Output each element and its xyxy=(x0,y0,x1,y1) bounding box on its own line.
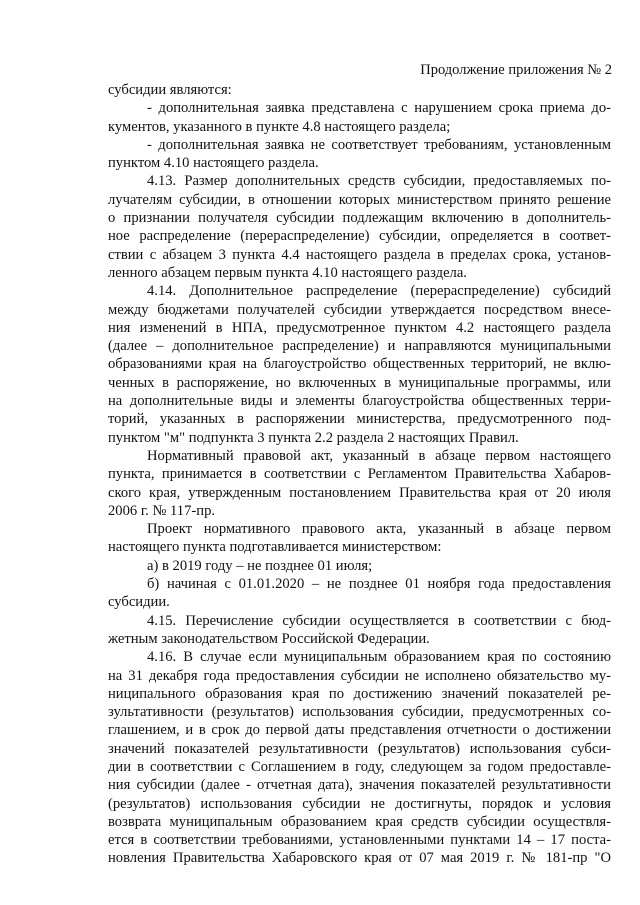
text-line: значений показателей результативности (результатов) использования субси- xyxy=(108,740,611,757)
text-line: ное распределение (перераспределение) субсидии, определяется в соответ- xyxy=(108,228,611,245)
text-line: на дополнительные виды и элементы благоустройства общественных терри- xyxy=(108,393,611,410)
text-line: 4.13. Размер дополнительных средств субсидии, предоставляемых по- xyxy=(147,173,611,190)
text-line: настоящего пункта подготавливается министерством: xyxy=(108,539,442,556)
text-line: 4.16. В случае если муниципальным образованием края по состоянию xyxy=(147,649,611,666)
text-line: ниципального образования края по достижению значений показателей ре- xyxy=(108,685,611,702)
text-line: между бюджетами получателей субсидии утверждается посредством внесе- xyxy=(108,301,611,318)
text-line: 4.14. Дополнительное распределение (перераспределение) субсидий xyxy=(147,283,611,300)
text-line: возврата муниципальным образованием края средств субсидии осуществля- xyxy=(108,813,611,830)
text-line: 4.15. Перечисление субсидии осуществляется в соответствии с бюд- xyxy=(147,612,611,629)
text-line: 2006 г. № 117-пр. xyxy=(108,502,216,519)
text-line: (результатов) использования субсидии не достигнуты, порядок и условия xyxy=(108,795,611,812)
text-line: кументов, указанного в пункте 4.8 настоящего раздела; xyxy=(108,118,451,135)
text-line: торий, указанных в распоряжении министерства, предусмотренного под- xyxy=(108,411,611,428)
text-line: субсидии. xyxy=(108,594,170,611)
text-line: ния субсидии (далее - отчетная дата), значения показателей результативности xyxy=(108,777,611,794)
text-line: ется в соответствии требованиями, установленными пунктами 14 – 17 поста- xyxy=(108,832,611,849)
text-line: ния изменений в НПА, предусмотренное пунктом 4.2 настоящего раздела xyxy=(108,319,611,336)
text-line: субсидии являются: xyxy=(108,82,232,98)
text-line: пункта, принимается в соответствии с Регламентом Правительства Хабаров- xyxy=(108,466,611,483)
text-line: а) в 2019 году – не позднее 01 июля; xyxy=(147,557,373,574)
text-line: - дополнительная заявка представлена с нарушением срока приема до- xyxy=(147,100,611,117)
text-line: глашением, и в срок до первой даты представления отчетности о достижении xyxy=(108,722,611,739)
text-line: Проект нормативного правового акта, указанный в абзаце первом xyxy=(147,521,611,538)
text-line: новления Правительства Хабаровского края от 07 мая 2019 г. № 181-пр "О xyxy=(108,850,611,867)
text-line: - дополнительная заявка не соответствует требованиям, установленным xyxy=(147,136,611,153)
text-line: зультативности (результатов) использования субсидии, предусмотренных со- xyxy=(108,704,611,721)
document-body xyxy=(108,81,611,868)
text-line: лучателям субсидии, в отношении которых министерством принято решение xyxy=(108,191,611,208)
text-line: дии в соответствии с Соглашением в году, следующем за годом предоставле- xyxy=(108,758,611,775)
text-line: на 31 декабря года предоставления субсидии не исполнено обязательство му- xyxy=(108,667,611,684)
appendix-header: Продолжение приложения № 2 xyxy=(420,62,612,78)
text-line: (далее – дополнительное распределение) и направляются муниципальными xyxy=(108,338,611,355)
text-line: ленного абзацем первым пункта 4.10 настоящего раздела. xyxy=(108,264,467,281)
text-line: б) начиная с 01.01.2020 – не позднее 01 ноября года предоставления xyxy=(147,576,611,593)
text-line: пунктом "м" подпункта 3 пункта 2.2 раздела 2 настоящих Правил. xyxy=(108,429,519,446)
text-line: ского края, утвержденным постановлением Правительства края от 20 июля xyxy=(108,484,611,501)
text-line: о признании получателя субсидии подлежащим включению в дополнитель- xyxy=(108,210,611,227)
text-line: ствии с абзацем 3 пункта 4.4 настоящего раздела в пределах срока, установ- xyxy=(108,246,611,263)
text-line: жетным законодательством Российской Федерации. xyxy=(108,630,430,647)
text-line: ченных в распоряжение, но включенных в муниципальные программы, или xyxy=(108,374,611,391)
text-line: образованиями края на благоустройство общественных территорий, не вклю- xyxy=(108,356,611,373)
text-line: Нормативный правовой акт, указанный в абзаце первом настоящего xyxy=(147,447,611,464)
text-line: пунктом 4.10 настоящего раздела. xyxy=(108,155,319,172)
